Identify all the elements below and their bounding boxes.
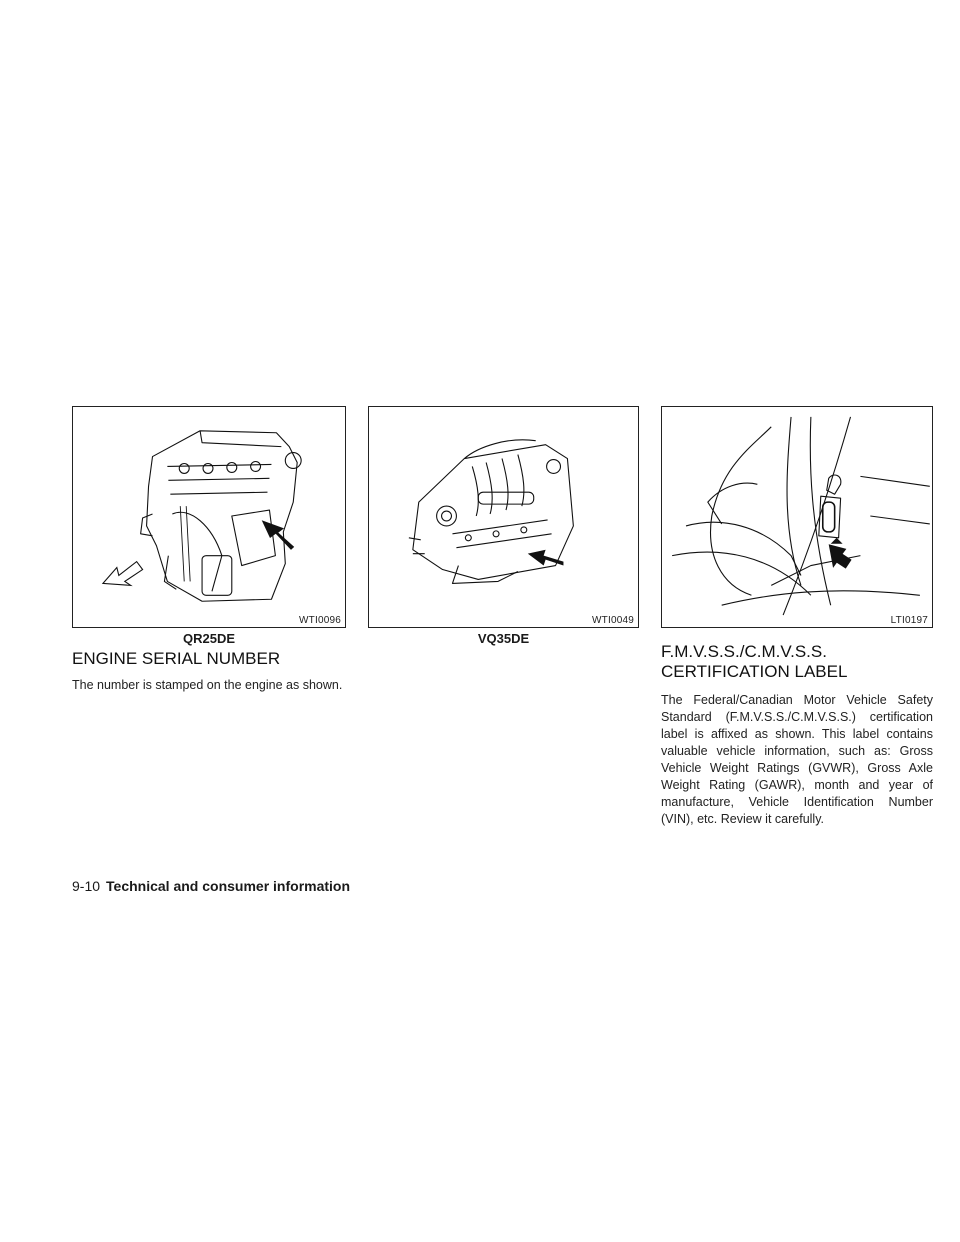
page-footer	[72, 878, 350, 894]
figure-code: WTI0096	[299, 615, 341, 626]
engine-vq35de-illustration	[369, 407, 638, 627]
section-body-certification: The Federal/Canadian Motor Vehicle Safety Standard (F.M.V.S.S./C.M.V.S.S.) certification label is affixed as shown. This label contains valuable vehicle information, such as: Gross Vehicle Weight Ratings (GVWR), Gross Axle Weight Rating (GAWR), month and year of manufacture, Vehicle Identification Number (VIN), etc. Review it carefully.	[661, 693, 933, 826]
section-heading-certification	[661, 642, 933, 682]
figure-certification-label-location	[661, 406, 933, 628]
heading-line: CERTIFICATION LABEL	[661, 662, 848, 681]
engine-qr25de-illustration	[73, 407, 345, 627]
figure-code: LTI0197	[890, 615, 928, 626]
section-body-engine-serial: The number is stamped on the engine as shown.	[72, 678, 343, 692]
figure-qr25de	[72, 406, 346, 628]
heading-line: F.M.V.S.S./C.M.V.S.S.	[661, 642, 827, 661]
door-pillar-label-illustration	[662, 407, 932, 627]
figure-caption: QR25DE	[182, 631, 236, 646]
figure-code: WTI0049	[592, 615, 634, 626]
section-heading-engine-serial: ENGINE SERIAL NUMBER	[72, 649, 281, 668]
page-number: 9-10	[72, 878, 101, 894]
figure-caption: VQ35DE	[477, 631, 530, 646]
chapter-title: Technical and consumer information	[106, 878, 351, 894]
figure-vq35de	[368, 406, 639, 628]
